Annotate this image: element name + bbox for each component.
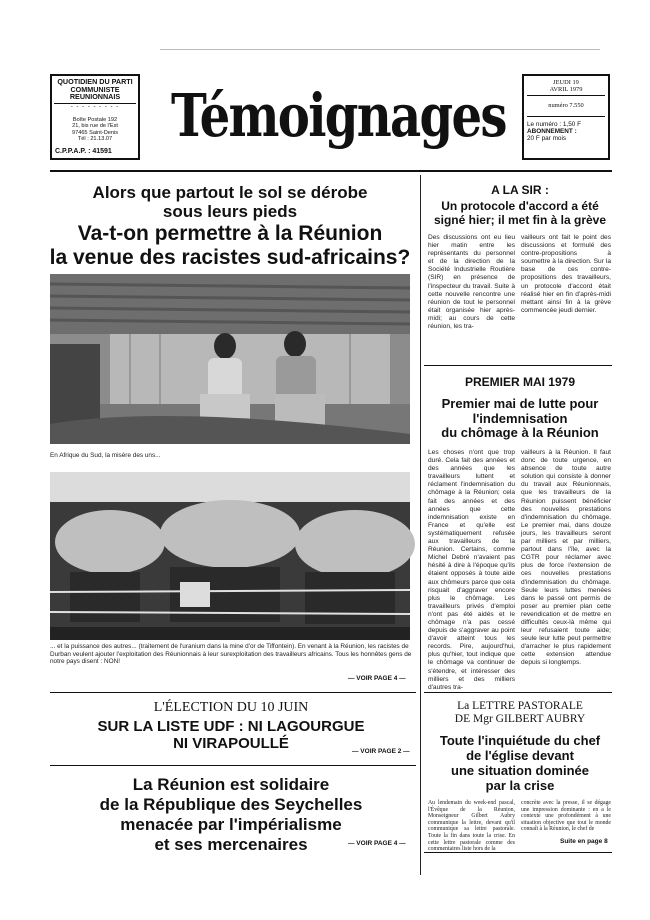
lead-see-page[interactable]: — VOIR PAGE 4 — (348, 675, 406, 682)
pastoral-headline-line-2: de l'église devant (466, 748, 574, 763)
issue-month: AVRIL 1979 (549, 86, 583, 94)
lead-kicker-line-1: Alors que partout le sol se dérobe (92, 183, 368, 202)
party-label (54, 78, 136, 104)
election-kicker: L'ÉLECTION DU 10 JUIN (153, 700, 309, 715)
election-bottom-rule (50, 765, 416, 766)
may-headline-line-3: du chômage à la Réunion (441, 425, 599, 440)
lead-bottom-rule (50, 692, 416, 693)
may-headline (425, 397, 615, 441)
seychelles-headline-line-3: menacée par l'impérialisme (120, 815, 342, 834)
lead-headline-line-1: Va-t-on permettre à la Réunion (77, 222, 383, 245)
issue-date (527, 79, 605, 96)
seychelles-headline-line-1: La Réunion est solidaire (132, 775, 330, 794)
pastoral-headline (425, 733, 615, 793)
address-line-3: 97465 Saint-Denis (71, 129, 119, 136)
pastoral-kicker-line-2: DE Mgr GILBERT AUBRY (454, 713, 586, 725)
address-line-1: Boîte Postale 192 (72, 116, 118, 123)
newspaper-title: Témoignages (171, 81, 506, 151)
sir-headline-line-2: signé hier; il met fin à la grève (433, 212, 607, 227)
pastoral-column-2: concrète avec la presse, il se dégage une impression dominante : en a le contexte une profondément à une situation objective que tout le monde connaît à la Réunion, le chef de (521, 800, 611, 833)
masthead-rule (50, 170, 612, 172)
price-info (527, 117, 605, 143)
subscription-price: 20 F par mois (527, 135, 567, 143)
seychelles-headline-line-2: de la République des Seychelles (99, 795, 363, 814)
dashes: - - - - - - - - - (70, 103, 120, 110)
phone: Tél : 21.13.07 (77, 136, 113, 142)
pastoral-headline-line-4: par la crise (485, 778, 555, 793)
sir-column-2: vailleurs ont fait le point des discussions et formulé des contre-propositions à soumettre à la direction. Sur la base de ces contre-propositions des travailleurs, un protocole d'accord était réalisé hier en fin d'après-midi mettant ainsi fin à la grève commencée jeudi dernier. (521, 234, 611, 314)
party-line-3: REUNIONNAIS (69, 92, 121, 102)
lead-headline-line-2: la venue des racistes sud-africains? (49, 246, 411, 269)
may-kicker: PREMIER MAI 1979 (464, 375, 576, 389)
party-line-1: QUOTIDIEN DU PARTI (57, 77, 133, 86)
issue-day: JEUDI 19 (553, 79, 579, 86)
may-bottom-rule (424, 692, 612, 693)
sir-headline (425, 200, 615, 227)
top-rule (160, 49, 600, 50)
sir-kicker: A LA SIR : (491, 183, 549, 197)
pastoral-continued[interactable]: Suite en page 8 (560, 838, 608, 845)
pastoral-kicker (425, 700, 615, 726)
election-headline-line-1: SUR LA LISTE UDF : NI LAGOURGUE (97, 718, 365, 735)
may-column-1: Les choses n'ont que trop duré. Cela fait des années et des années que les travailleurs luttent et réclament l'indemnisation du chômage à la Réunion; cela fait des années et des années que cette indemnisation existe en France et qu'elle est systématiquement refusée aux travailleurs de la Réunion. Certains, comme Michel Debré n'avaient pas hésité à dire à l'époque qu'ils étaient opposés à toute aide aux chômeurs parce que cela risquait d'aggraver encore plus le chômage. Les travailleurs privés d'emploi n'ont pas été aidés et le chômage n'a pas cessé depuis de s'aggraver au point d'avoir atteint tous les records. Pire, aujourd'hui, plus qu'hier, tout indique que le chômage va continuer de s'étendre, et intéresser des milliers et des milliers d'autres tra- (428, 449, 515, 691)
cppap-number: C.P.P.A.P. : 41591 (55, 148, 112, 155)
election-see-page[interactable]: — VOIR PAGE 2 — (352, 748, 410, 755)
seychelles-headline-line-4: et ses mercenaires (154, 835, 308, 854)
sir-headline-line-1: Un protocole d'accord a été (441, 199, 599, 213)
election-headline-line-2: NI VIRAPOULLÉ (173, 735, 289, 752)
photo2-caption: ... et la puissance des autres... (traitement de l'uranium dans la mine d'or de Tiffontein). En venant à la Réunion, les racistes de Durban veulent ajouter l'exploitation des Réunionnais à leur surexploitation des travailleurs africains. Tous les honnêtes gens de notre pays disent : NON! (50, 643, 412, 666)
may-headline-line-1: Premier mai de lutte pour (441, 396, 599, 411)
address (54, 117, 136, 143)
pastoral-headline-line-3: une situation dominée (451, 763, 589, 778)
photo1-caption: En Afrique du Sud, la misère des uns... (50, 452, 161, 459)
issue-price: Le numéro : 1,50 F (527, 120, 581, 128)
address-line-2: 21, bis rue de l'Est (72, 123, 118, 130)
masthead-right-box (522, 74, 610, 160)
photo-uranium-mine (50, 472, 410, 640)
may-headline-line-2: l'indemnisation (472, 410, 568, 426)
lead-headline (44, 222, 416, 270)
pastoral-headline-line-1: Toute l'inquiétude du chef (439, 733, 601, 748)
lead-kicker (50, 183, 410, 221)
bottom-rule (424, 852, 612, 853)
subscription-label: ABONNEMENT : (527, 127, 577, 135)
photo-south-africa-poverty (50, 274, 410, 444)
party-line-2: COMMUNISTE (70, 84, 120, 94)
issue-number: numéro 7.550 (527, 96, 605, 116)
seychelles-see-page[interactable]: — VOIR PAGE 4 — (348, 840, 406, 847)
sir-rule (424, 365, 612, 366)
election-headline (50, 718, 412, 752)
column-divider (420, 175, 421, 875)
may-column-2: vailleurs à la Réunion. Il faut donc de toute urgence, en absence de toute autre solution qui consiste à donner du travail aux Réunionnais, que les travailleurs de la Réunion puissent bénéficier des nouvelles prestations d'indemnisation du chômage. Le premier mai, dans douze jours, les travailleurs seront par milliers et par milliers, partout dans l'île, avec la CGTR pour réclamer avec plus de force l'extension de ces nouvelles prestations d'indemnisation du chômage. Seule leurs luttes menées dans le passé ont permis de poser au premier plan cette revendication et de mettre en difficultés ceux-là même qui leur refusaient toute aide; seule leur lutte peut permettre d'arracher le plus rapidement cette extension attendue depuis si longtemps. (521, 449, 611, 667)
pastoral-kicker-line-1: La LETTRE PASTORALE (457, 700, 583, 712)
sir-column-1: Des discussions ont eu lieu hier matin entre les représentants du personnel et de la direction de la Société Industrielle Routière (SIR) en présence de l'inspecteur du travail. Suite à cette nouvelle rencontre une réunion de tout le personnel était organisée hier après-midi; au cours de cette réunion, les tra- (428, 234, 515, 331)
lead-kicker-line-2: sous leurs pieds (162, 202, 298, 221)
pastoral-column-1: Au lendemain du week-end pascal, l'Évêque de la Réunion, Monseigneur Gilbert Aubry communique la lettre, devant qu'il communique sa lettre pastorale. Toute la fin dans toute la crise. En cette lettre pastorale comme des commentaires liste hors de la (428, 800, 515, 853)
masthead-left-box (50, 74, 140, 160)
